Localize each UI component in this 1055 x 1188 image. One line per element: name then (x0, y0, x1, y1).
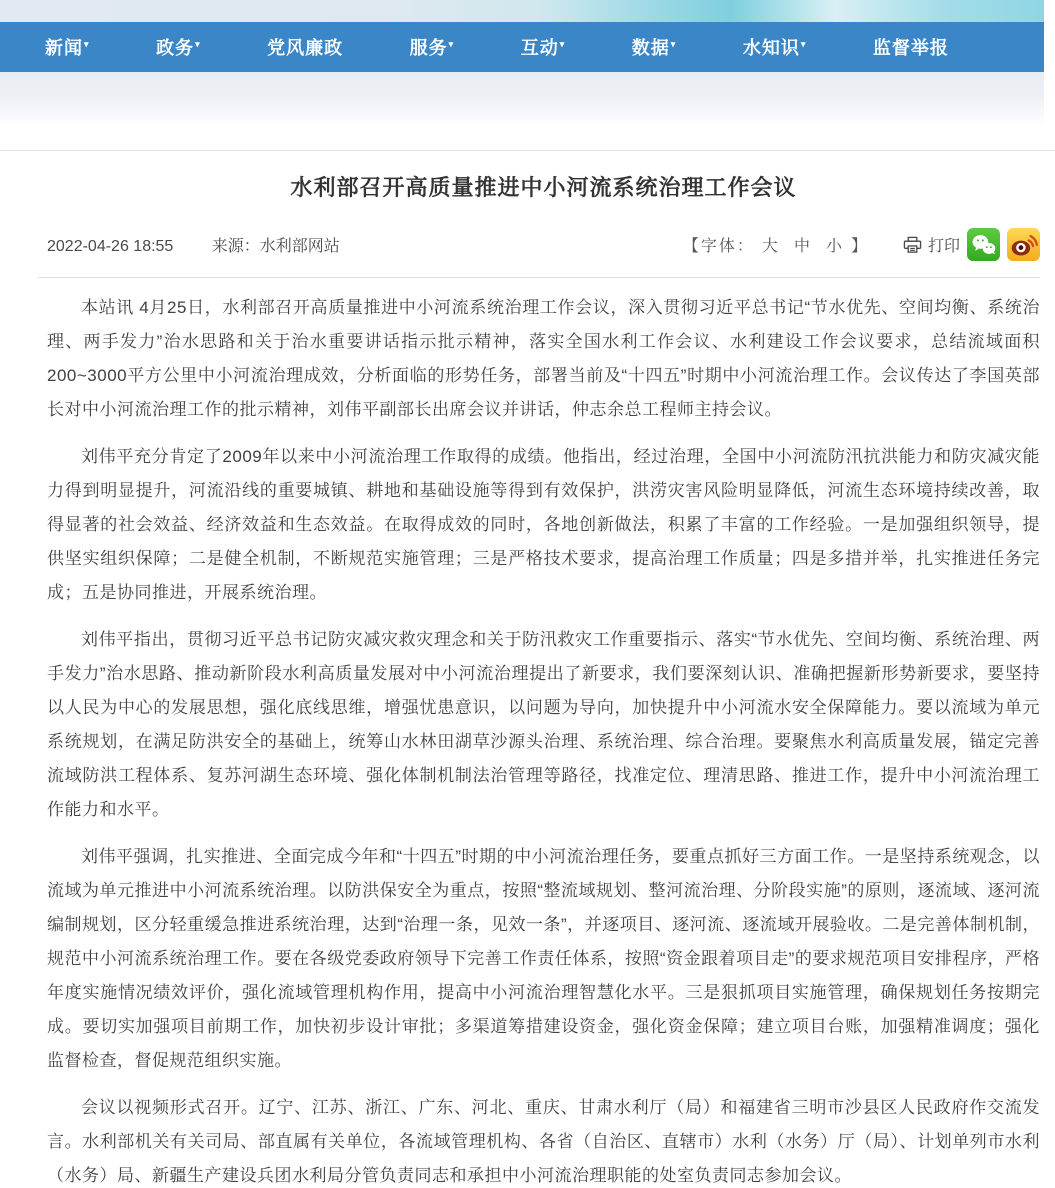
article-content (0, 150, 1055, 1188)
meta-right (683, 228, 1040, 261)
font-size-small[interactable]: 小 (825, 238, 844, 255)
nav-item[interactable]: 互动▾ (520, 38, 566, 58)
weibo-share-button[interactable] (1007, 228, 1040, 261)
meta-divider (38, 277, 1040, 278)
article-paragraph: 刘伟平指出，贯彻习近平总书记防灾减灾救灾理念和关于防汛救灾工作重要指示、落实“节水优先、空间均衡、系统治理、两手发力”治水思路、推动新阶段水利高质量发展对中小河流治理提出了新要求，我们要深刻认识、准确把握新形势新要求，要坚持以人民为中心的发展思想，强化底线思维，增强忧患意识，以问题为导向，加快提升中小河流水安全保障能力。要以流域为单元系统规划，在满足防洪安全的基础上，统筹山水林田湖草沙源头治理、系统治理、综合治理。要聚焦水利高质量发展，锚定完善流域防洪工程体系、复苏河湖生态环境、强化体制机制法治管理等路径，找准定位、理清思路、推进工作，提升中小河流治理工作能力和水平。 (47, 630, 1040, 819)
weibo-icon (1007, 228, 1040, 261)
article-paragraph: 刘伟平强调，扎实推进、全面完成今年和“十四五”时期的中小河流治理任务，要重点抓好三方面工作。一是坚持系统观念，以流域为单元推进中小河流系统治理。以防洪保安全为重点，按照“整流域规划、整河流治理、分阶段实施”的原则，逐流域、逐河流编制规划，区分轻重缓急推进系统治理，达到“治理一条，见效一条”，并逐项目、逐河流、逐流域开展验收。二是完善体制机制，规范中小河流系统治理工作。要在各级党委政府领导下完善工作责任体系，按照“资金跟着项目走”的要求规范项目安排程序，严格年度实施情况绩效评价，强化流域管理机构作用，提高中小河流治理智慧化水平。三是狠抓项目实施管理，确保规划任务按期完成。要切实加强项目前期工作，加快初步设计审批；多渠道筹措建设资金，强化资金保障；建立项目台账，加强精准调度；强化监督检查，督促规范组织实施。 (47, 847, 1040, 1070)
font-size-medium[interactable]: 中 (793, 238, 812, 255)
chevron-down-icon: ▾ (800, 39, 807, 49)
site-header (0, 0, 1044, 126)
wechat-share-button[interactable] (967, 228, 1000, 261)
article-source: 来源：水利部网站 (211, 238, 340, 255)
chevron-down-icon: ▾ (559, 39, 566, 49)
nav-item[interactable]: 数据▾ (631, 38, 677, 58)
nav-item[interactable]: 新闻▾ (45, 38, 90, 58)
nav-item[interactable]: 服务▾ (409, 38, 455, 58)
wechat-icon (967, 228, 1000, 261)
print-button[interactable] (903, 233, 960, 256)
font-size-prefix: 【字体： (682, 238, 755, 255)
nav-item[interactable]: 监督举报 (872, 38, 949, 58)
print-label: 打印 (927, 238, 960, 255)
banner-lower (0, 72, 1044, 126)
font-size-large[interactable]: 大 (761, 238, 780, 255)
article-paragraph: 本站讯 4月25日，水利部召开高质量推进中小河流系统治理工作会议，深入贯彻习近平总书记“节水优先、空间均衡、系统治理、两手发力”治水思路和关于治水重要讲话指示批示精神，落实全国水利工作会议、水利建设工作会议要求，总结流域面积200~3000平方公里中小河流治理成效，分析面临的形势任务，部署当前及“十四五”时期中小河流治理工作。会议传达了李国英部长对中小河流治理工作的批示精神，刘伟平副部长出席会议并讲话，仲志余总工程师主持会议。 (47, 298, 1040, 419)
article-paragraph: 会议以视频形式召开。辽宁、江苏、浙江、广东、河北、重庆、甘肃水利厅（局）和福建省三明市沙县区人民政府作交流发言。水利部机关有关司局、部直属有关单位，各流域管理机构、各省（自治区、直辖市）水利（水务）厅（局）、计划单列市水利（水务）局、新疆生产建设兵团水利局分管负责同志和承担中小河流治理职能的处室负责同志参加会议。 (47, 1098, 1040, 1185)
nav-item[interactable]: 政务▾ (156, 38, 201, 58)
main-nav (0, 22, 1044, 72)
publish-date: 2022-04-26 18:55 (47, 238, 174, 255)
meta-left (47, 233, 374, 256)
chevron-down-icon: ▾ (195, 39, 201, 49)
article-body (47, 291, 1040, 1188)
article-title: 水利部召开高质量推进中小河流系统治理工作会议 (290, 175, 797, 200)
printer-icon (903, 236, 922, 254)
font-size-control (683, 233, 869, 256)
chevron-down-icon: ▾ (670, 39, 677, 49)
nav-item[interactable]: 党风廉政 (267, 38, 344, 58)
article-meta (47, 228, 1040, 261)
chevron-down-icon: ▾ (448, 39, 455, 49)
font-size-suffix: 】 (850, 238, 869, 255)
banner-image (0, 0, 1044, 22)
article-paragraph: 刘伟平充分肯定了2009年以来中小河流治理工作取得的成绩。他指出，经过治理，全国中小河流防汛抗洪能力和防灾减灾能力得到明显提升，河流沿线的重要城镇、耕地和基础设施等得到有效保护，洪涝灾害风险明显降低，河流生态环境持续改善，取得显著的社会效益、经济效益和生态效益。在取得成效的同时，各地创新做法，积累了丰富的工作经验。一是加强组织领导，提供坚实组织保障；二是健全机制，不断规范实施管理；三是严格技术要求，提高治理工作质量；四是多措并举，扎实推进任务完成；五是协同推进，开展系统治理。 (47, 447, 1040, 602)
chevron-down-icon: ▾ (84, 39, 90, 49)
nav-item[interactable]: 水知识▾ (742, 38, 807, 58)
header-spacer (0, 126, 1055, 150)
